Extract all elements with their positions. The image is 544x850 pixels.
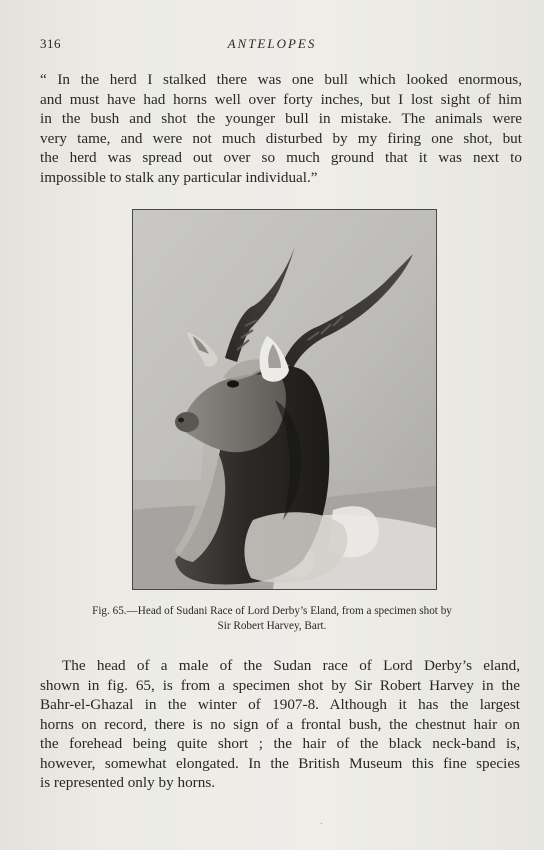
caption-line: Sir Robert Harvey, Bart. xyxy=(217,620,327,632)
figure-caption xyxy=(50,604,494,634)
eland-photograph xyxy=(132,209,437,590)
quote-line: very tame, and were not much disturbed by my firing one shot, but xyxy=(40,129,522,147)
body-line: shown in fig. 65, is from a specimen shot by Sir Robert Harvey in the xyxy=(40,676,520,694)
quote-line: and must have had horns well over forty inches, but I lost sight of him xyxy=(40,90,522,108)
body-line: horns on record, there is no sign of a frontal bush, the chestnut hair on xyxy=(40,715,520,733)
body-line: is represented only by horns. xyxy=(40,774,216,791)
quote-line: impossible to stalk any particular individual.” xyxy=(40,168,318,186)
caption-line: Fig. 65.—Head of Sudani Race of Lord Derby’s Eland, from a specimen shot by xyxy=(92,605,452,617)
page-number: 316 xyxy=(40,36,61,51)
body-line: the forehead being quite short ; the hair of the black neck-band is, xyxy=(40,735,520,752)
running-title: ANTELOPES xyxy=(227,36,317,51)
pencil-mark: . xyxy=(320,816,323,827)
body-line: however, somewhat elongated. In the British Museum this fine species xyxy=(40,754,520,772)
body-line: The head of a male of the Sudan race of Lord Derby’s eland, xyxy=(62,657,520,674)
body-line: Bahr-el-Ghazal in the winter of 1907-8. Although it has the largest xyxy=(40,696,520,713)
quote-line: the herd was spread out over so much ground that it was next to xyxy=(40,149,522,166)
body-paragraph xyxy=(40,656,520,793)
quote-line: in the bush and shot the younger bull in mistake. The animals were xyxy=(40,110,522,127)
quotation-paragraph xyxy=(40,70,522,187)
quote-line: “ In the herd I stalked there was one bull which looked enormous, xyxy=(40,71,522,88)
eland-head-plate xyxy=(133,210,436,589)
